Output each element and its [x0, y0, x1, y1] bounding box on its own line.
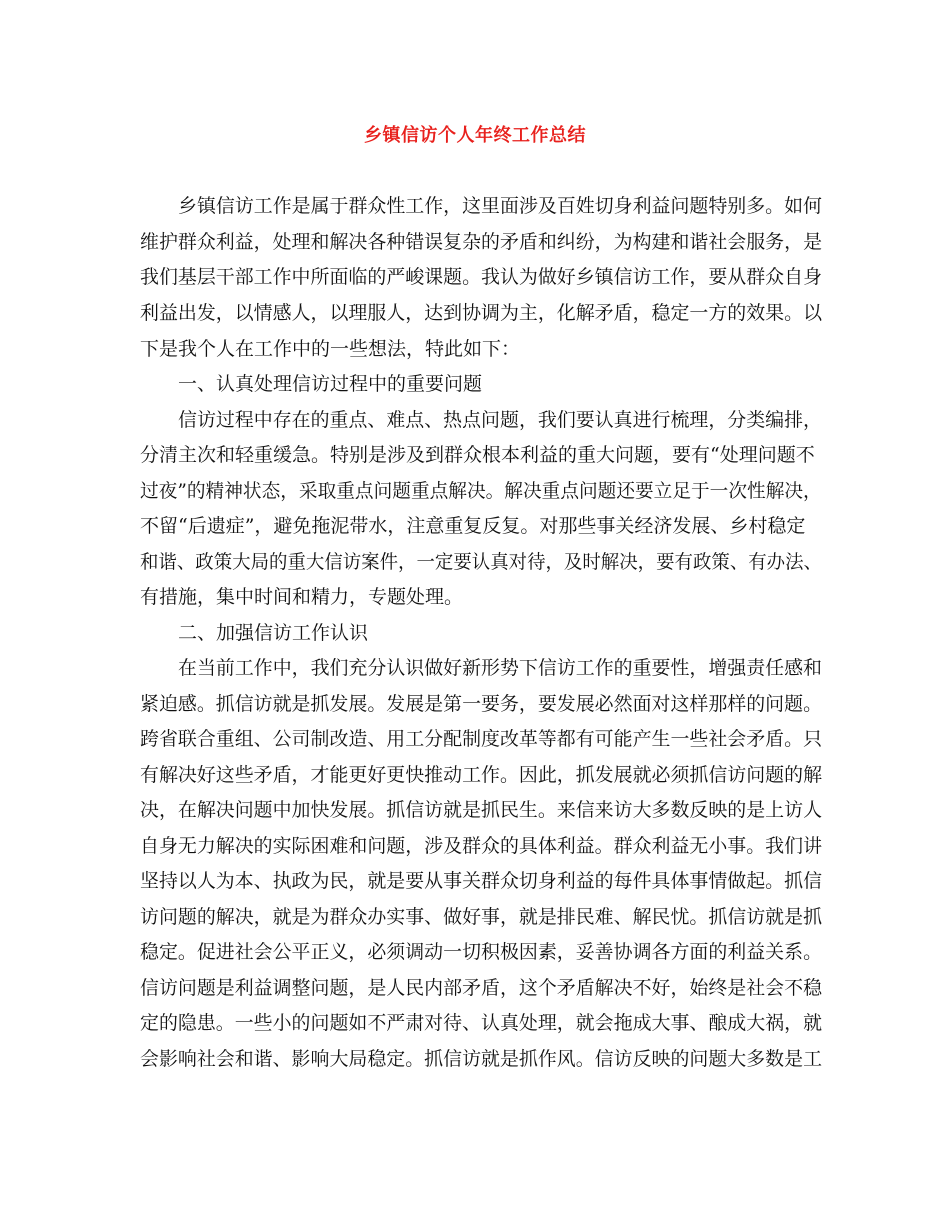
body-line: 有解决好这些矛盾，才能更好更快推动工作。因此，抓发展就必须抓信访问题的解 — [140, 764, 823, 786]
body-line: 不留“后遗症”，避免拖泥带水，注意重复反复。对那些事关经济发展、乡村稳定 — [140, 515, 806, 537]
body-line: 过夜”的精神状态，采取重点问题重点解决。解决重点问题还要立足于一次性解决， — [140, 480, 822, 502]
body-line: 维护群众利益，处理和解决各种错误复杂的矛盾和纠纷，为构建和谐社会服务，是 — [140, 231, 823, 253]
body-line: 紧迫感。抓信访就是抓发展。发展是第一要务，要发展必然面对这样那样的问题。 — [140, 693, 823, 715]
body-line: 我们基层干部工作中所面临的严峻课题。我认为做好乡镇信访工作，要从群众自身 — [140, 266, 823, 288]
body-line: 信访过程中存在的重点、难点、热点问题，我们要认真进行梳理，分类编排， — [178, 409, 823, 431]
body-line: 跨省联合重组、公司制改造、用工分配制度改革等都有可能产生一些社会矛盾。只 — [140, 728, 823, 750]
section-heading: 一、认真处理信访过程中的重要问题 — [178, 373, 483, 395]
body-line: 自身无力解决的实际困难和问题，涉及群众的具体利益。群众利益无小事。我们讲 — [140, 835, 823, 857]
body-line: 乡镇信访工作是属于群众性工作，这里面涉及百姓切身利益问题特别多。如何 — [178, 195, 823, 217]
body-line: 访问题的解决，就是为群众办实事、做好事，就是排民难、解民忧。抓信访就是抓 — [140, 906, 823, 928]
body-line: 在当前工作中，我们充分认识做好新形势下信访工作的重要性，增强责任感和 — [178, 657, 823, 679]
section-heading: 二、加强信访工作认识 — [178, 622, 369, 644]
body-line: 信访问题是利益调整问题，是人民内部矛盾，这个矛盾解决不好，始终是社会不稳 — [140, 977, 823, 999]
body-line: 定的隐患。一些小的问题如不严肃对待、认真处理，就会拖成大事、酿成大祸，就 — [140, 1012, 823, 1034]
body-line: 坚持以人为本、执政为民，就是要从事关群众切身利益的每件具体事情做起。抓信 — [140, 870, 823, 892]
document-title: 乡镇信访个人年终工作总结 — [364, 125, 586, 146]
body-line: 决，在解决问题中加快发展。抓信访就是抓民生。来信来访大多数反映的是上访人 — [140, 799, 823, 821]
body-line: 有措施，集中时间和精力，专题处理。 — [140, 586, 464, 608]
body-line: 下是我个人在工作中的一些想法，特此如下： — [140, 338, 521, 360]
body-line: 和谐、政策大局的重大信访案件，一定要认真对待，及时解决，要有政策、有办法、 — [140, 551, 822, 573]
body-line: 稳定。促进社会公平正义，必须调动一切积极因素，妥善协调各方面的利益关系。 — [140, 941, 823, 963]
body-line: 会影响社会和谐、影响大局稳定。抓信访就是抓作风。信访反映的问题大多数是工 — [140, 1048, 823, 1070]
body-line: 分清主次和轻重缓急。特别是涉及到群众根本利益的重大问题，要有“处理问题不 — [140, 444, 815, 466]
body-line: 利益出发，以情感人，以理服人，达到协调为主，化解矛盾，稳定一方的效果。以 — [140, 302, 823, 324]
